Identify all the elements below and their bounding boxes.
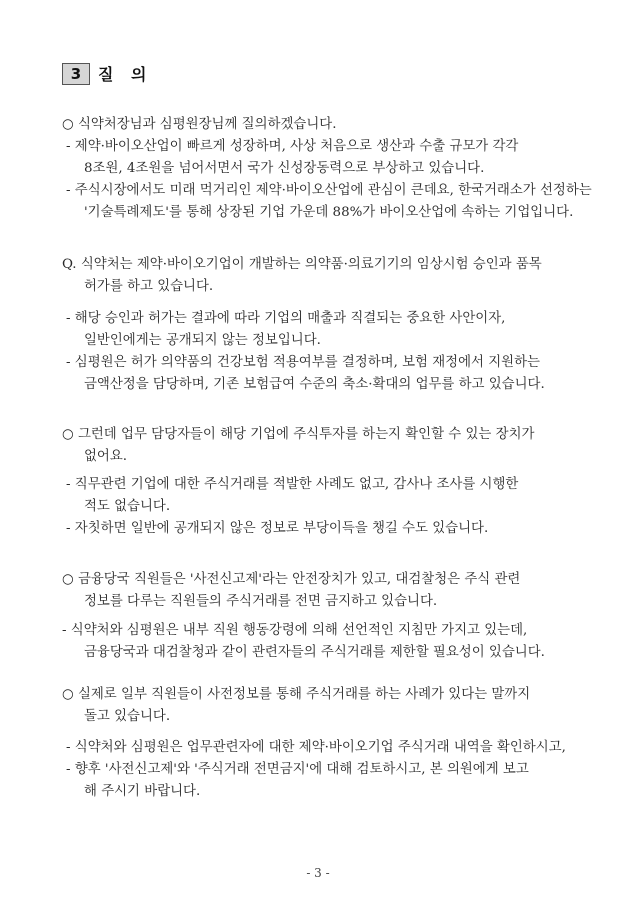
page-number: - 3 - bbox=[306, 866, 330, 880]
section-title: 질 의 bbox=[98, 65, 153, 84]
text-line: - 제약·바이오산업이 빠르게 성장하며, 사상 처음으로 생산과 수출 규모가 각각 bbox=[66, 139, 519, 154]
text-line: ○ 금융당국 직원들은 '사전신고제'라는 안전장치가 있고, 대검찰청은 주식 관련 bbox=[62, 572, 521, 587]
text-line: 금액산정을 담당하며, 기존 보험급여 수준의 축소·확대의 업무를 하고 있습니다. bbox=[84, 377, 545, 392]
text-line: 돌고 있습니다. bbox=[84, 709, 171, 724]
text-line: - 식약처와 심평원은 내부 직원 행동강령에 의해 선언적인 지침만 가지고 있는데, bbox=[62, 623, 528, 638]
text-line: - 식약처와 심평원은 업무관련자에 대한 제약·바이오기업 주식거래 내역을 확인하시고, bbox=[66, 740, 566, 755]
text-line: 8조원, 4조원을 넘어서면서 국가 신성장동력으로 부상하고 있습니다. bbox=[84, 161, 485, 176]
text-line: - 주식시장에서도 미래 먹거리인 제약·바이오산업에 관심이 큰데요, 한국거래소가 선정하는 bbox=[66, 183, 592, 198]
section-heading bbox=[62, 62, 152, 85]
text-line: - 직무관련 기업에 대한 주식거래를 적발한 사례도 없고, 감사나 조사를 시행한 bbox=[66, 477, 519, 492]
text-line: 정보를 다루는 직원들의 주식거래를 전면 금지하고 있습니다. bbox=[84, 594, 438, 609]
text-line: 적도 없습니다. bbox=[84, 499, 171, 514]
text-line: 없어요. bbox=[84, 449, 128, 464]
text-line: ○ 실제로 일부 직원들이 사전정보를 통해 주식거래를 하는 사례가 있다는 말까지 bbox=[62, 687, 531, 702]
text-line: - 심평원은 허가 의약품의 건강보험 적용여부를 결정하며, 보험 재정에서 지원하는 bbox=[66, 355, 540, 370]
text-line: - 자칫하면 일반에 공개되지 않은 정보로 부당이득을 챙길 수도 있습니다. bbox=[66, 521, 489, 536]
text-line: ○ 그런데 업무 담당자들이 해당 기업에 주식투자를 하는지 확인할 수 있는 장치가 bbox=[62, 427, 535, 442]
text-line: 일반인에게는 공개되지 않는 정보입니다. bbox=[84, 333, 321, 348]
text-line: '기술특례제도'를 통해 상장된 기업 가운데 88%가 바이오산업에 속하는 기업입니다. bbox=[84, 205, 574, 220]
text-line: - 향후 '사전신고제'와 '주식거래 전면금지'에 대해 검토하시고, 본 의원에게 보고 bbox=[66, 762, 529, 777]
text-line: ○ 식약처장님과 심평원장님께 질의하겠습니다. bbox=[62, 117, 337, 132]
text-line: Q. 식약처는 제약·바이오기업이 개발하는 의약품·의료기기의 임상시험 승인과 품목 bbox=[62, 257, 542, 272]
text-line: 해 주시기 바랍니다. bbox=[84, 784, 201, 799]
text-line: - 해당 승인과 허가는 결과에 따라 기업의 매출과 직결되는 중요한 사안이자, bbox=[66, 311, 506, 326]
text-line: 금융당국과 대검찰청과 같이 관련자들의 주식거래를 제한할 필요성이 있습니다. bbox=[84, 645, 545, 660]
text-line: 허가를 하고 있습니다. bbox=[84, 279, 214, 294]
section-number-box: 3 bbox=[62, 63, 90, 85]
